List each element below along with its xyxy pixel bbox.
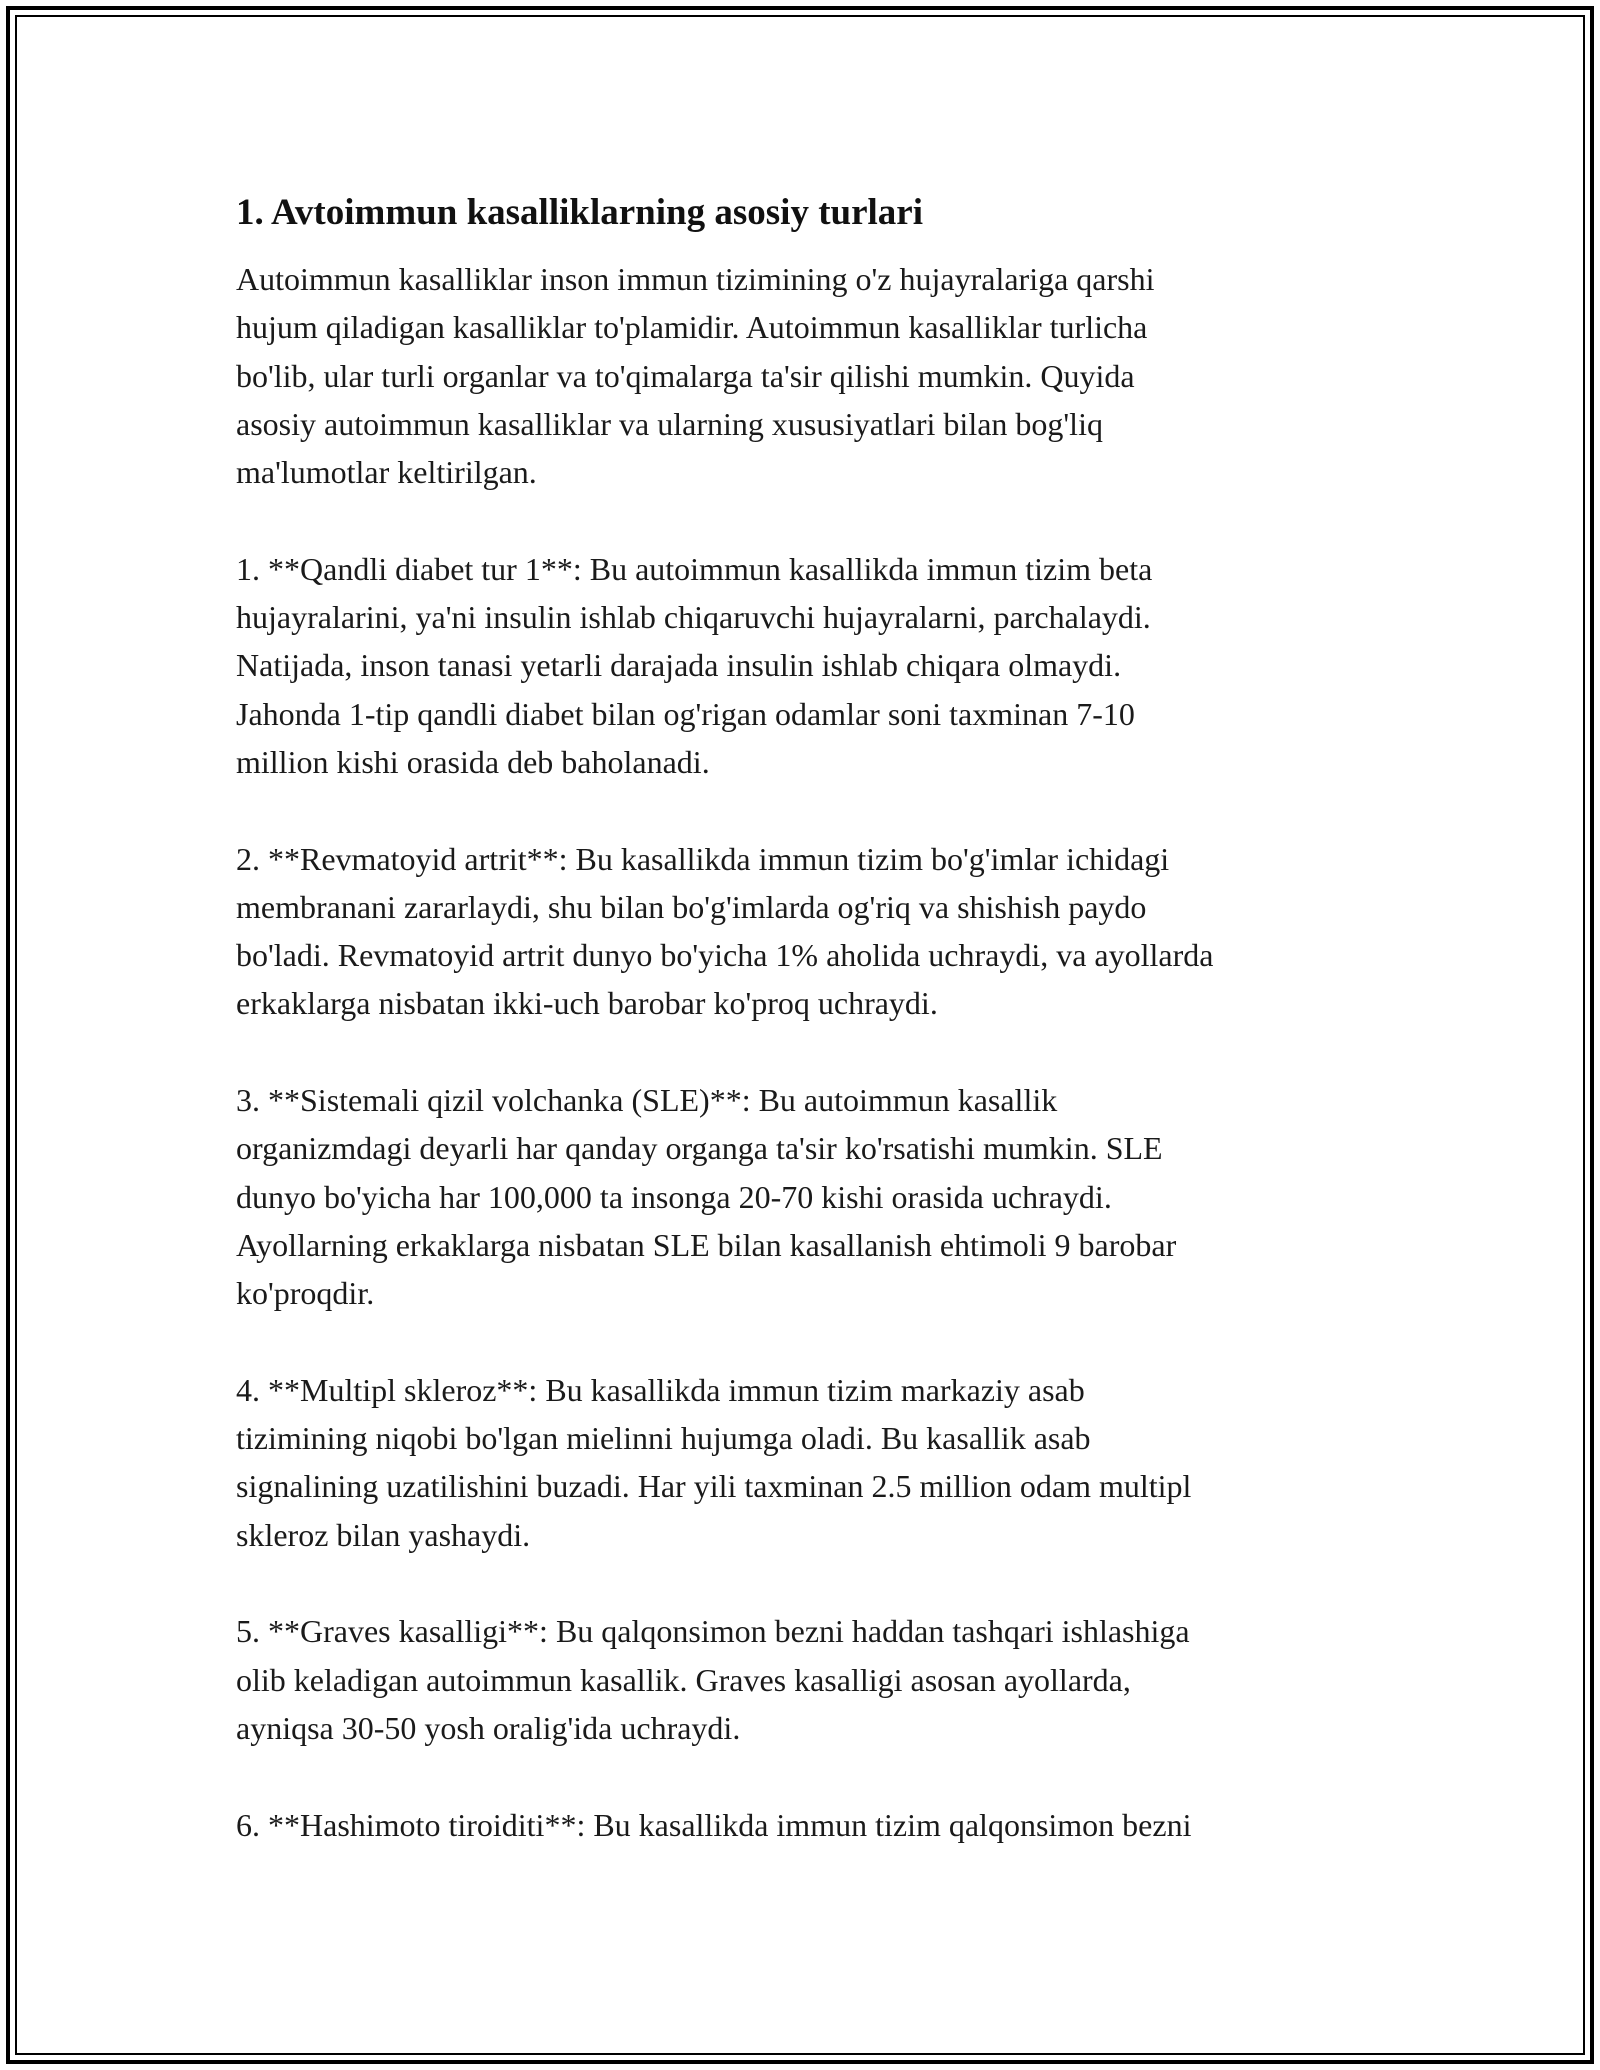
- text-line: signalining uzatilishini buzadi. Har yili taxminan 2.5 million odam multipl: [236, 1468, 1192, 1505]
- text-line: 3. **Sistemali qizil volchanka (SLE)**: Bu autoimmun kasallik: [236, 1082, 1058, 1119]
- text-line: membranani zararlaydi, shu bilan bo'g'imlarda og'riq va shishish paydo: [236, 888, 1147, 925]
- section-heading: 1. Avtoimmun kasalliklarning asosiy turlari: [236, 192, 923, 233]
- text-line: hujayralarini, ya'ni insulin ishlab chiqaruvchi hujayralarni, parchalaydi.: [236, 599, 1151, 636]
- text-line: 5. **Graves kasalligi**: Bu qalqonsimon bezni haddan tashqari ishlashiga: [236, 1613, 1190, 1650]
- text-line: Autoimmun kasalliklar inson immun tizimining o'z hujayralariga qarshi: [236, 261, 1155, 297]
- text-line: Natijada, inson tanasi yetarli darajada insulin ishlab chiqara olmaydi.: [236, 647, 1122, 684]
- text-line: 6. **Hashimoto tiroiditi**: Bu kasallikda immun tizim qalqonsimon bezni: [236, 1806, 1192, 1843]
- text-line: 2. **Revmatoyid artrit**: Bu kasallikda immun tizim bo'g'imlar ichidagi: [236, 840, 1170, 877]
- text-line: skleroz bilan yashaydi.: [236, 1516, 531, 1553]
- text-line: bo'ladi. Revmatoyid artrit dunyo bo'yicha 1% aholida uchraydi, va ayollarda: [236, 937, 1214, 974]
- text-line: organizmdagi deyarli har qanday organga ta'sir ko'rsatishi mumkin. SLE: [236, 1130, 1163, 1167]
- paragraph-item-3: [236, 1076, 1366, 1317]
- paragraph-intro: [236, 255, 1366, 496]
- paragraph-item-6: [236, 1801, 1366, 1849]
- paragraph-item-1: [236, 545, 1366, 786]
- text-line: ma'lumotlar keltirilgan.: [236, 454, 537, 491]
- text-line: Ayollarning erkaklarga nisbatan SLE bilan kasallanish ehtimoli 9 barobar: [236, 1226, 1177, 1263]
- text-line: hujum qiladigan kasalliklar to'plamidir. Autoimmun kasalliklar turlicha: [236, 309, 1148, 346]
- paragraph-item-2: [236, 835, 1366, 1028]
- text-line: ayniqsa 30-50 yosh oralig'ida uchraydi.: [236, 1709, 741, 1746]
- text-line: erkaklarga nisbatan ikki-uch barobar ko'proq uchraydi.: [236, 985, 938, 1022]
- paragraph-item-5: [236, 1607, 1366, 1752]
- text-line: 4. **Multipl skleroz**: Bu kasallikda immun tizim markaziy asab: [236, 1371, 1085, 1408]
- text-line: Jahonda 1-tip qandli diabet bilan og'rigan odamlar soni taxminan 7-10: [236, 695, 1135, 732]
- text-line: olib keladigan autoimmun kasallik. Graves kasalligi asosan ayollarda,: [236, 1661, 1131, 1698]
- document-body: [236, 185, 1366, 1897]
- text-line: 1. **Qandli diabet tur 1**: Bu autoimmun kasallikda immun tizim beta: [236, 550, 1153, 587]
- paragraph-item-4: [236, 1366, 1366, 1559]
- text-line: ko'proqdir.: [236, 1275, 375, 1312]
- text-line: bo'lib, ular turli organlar va to'qimalarga ta'sir qilishi mumkin. Quyida: [236, 357, 1135, 394]
- text-line: tizimining niqobi bo'lgan mielinni hujumga oladi. Bu kasallik asab: [236, 1420, 1091, 1457]
- text-line: million kishi orasida deb baholanadi.: [236, 743, 710, 780]
- text-line: dunyo bo'yicha har 100,000 ta insonga 20-70 kishi orasida uchraydi.: [236, 1178, 1112, 1215]
- text-line: asosiy autoimmun kasalliklar va ularning xususiyatlari bilan bog'liq: [236, 405, 1103, 442]
